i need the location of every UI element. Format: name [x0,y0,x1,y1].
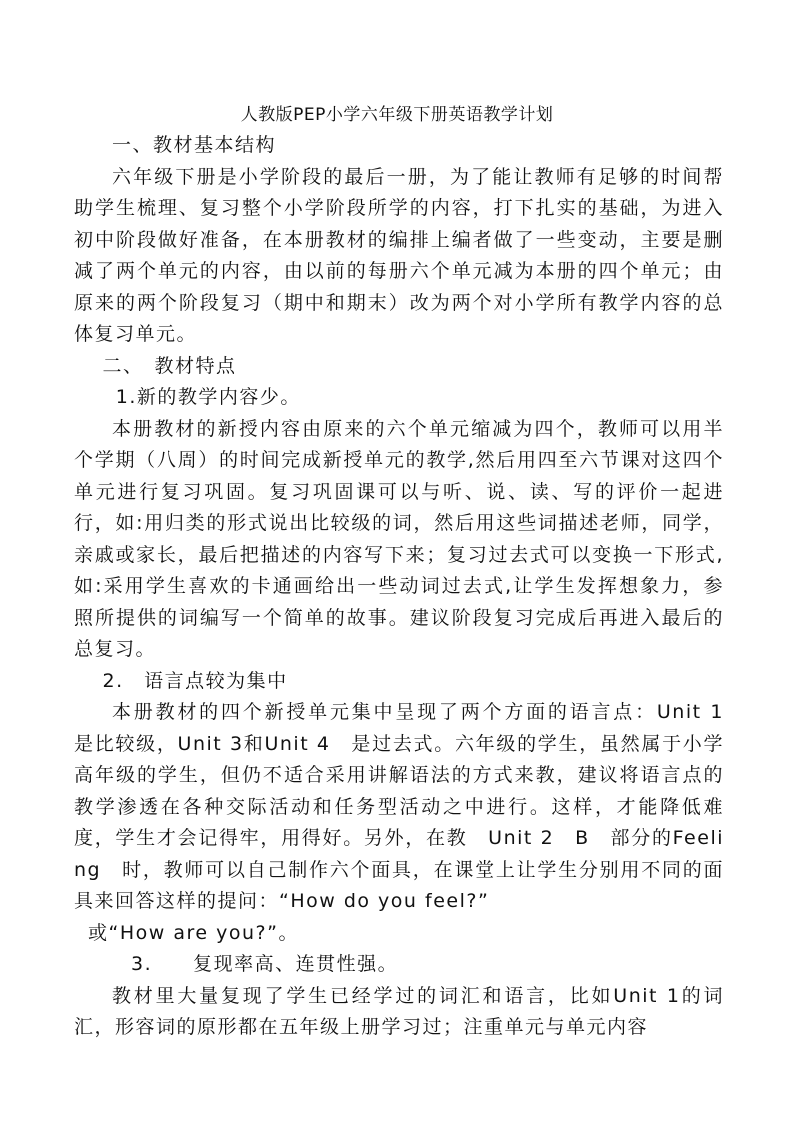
document-title: 人教版PEP小学六年级下册英语教学计划 [240,105,554,125]
paragraph-feature-1: 本册教材的新授内容由原来的六个单元缩减为四个，教师可以用半个学期（八周）的时间完成新授单元的教学,然后用四至六节课对这四个单元进行复习巩固。复习巩固课可以与听、说、读、写的评价一起进行，如:用归类的形式说出比较级的词，然后用这些词描述老师，同学，亲戚或家长，最后把描述的内容写下来；复习过去式可以变换一下形式,如:采用学生喜欢的卡通画给出一些动词过去式,让学生发挥想象力，参照所提供的词编写一个简单的故事。建议阶段复习完成后再进入最后的总复习。 [74,417,724,660]
paragraph-feature-3: 教材里大量复现了学生已经学过的词汇和语言，比如Unit 1的词汇，形容词的原形都在五年级上册学习过；注重单元与单元内容 [74,984,724,1038]
paragraph-structure: 六年级下册是小学阶段的最后一册，为了能让教师有足够的时间帮助学生梳理、复习整个小学阶段所学的内容，打下扎实的基础，为进入初中阶段做好准备，在本册教材的编排上编者做了一些变动，主要是删减了两个单元的内容，由以前的每册六个单元减为本册的四个单元；由原来的两个阶段复习（期中和期末）改为两个对小学所有教学内容的总体复习单元。 [74,165,724,345]
section-heading-features: 二、 教材特点 [102,354,237,377]
feature-heading-2: 2. 语言点较为集中 [102,669,288,692]
document-body [74,130,745,1044]
paragraph-feature-2: 本册教材的四个新授单元集中呈现了两个方面的语言点：Unit 1 是比较级，Unit 3和Unit 4 是过去式。六年级的学生，虽然属于小学高年级的学生，但仍不适合采用讲解语法的方式来教，建议将语言点的教学渗透在各种交际活动和任务型活动之中进行。这样，才能降低难度，学生才会记得牢，用得好。另外，在教 Unit 2 B 部分的Feeling 时，教师可以自己制作六个面具，在课堂上让学生分别用不同的面具来回答这样的提问：“How do you feel?” [74,701,745,912]
paragraph-feature-2-end: 或“How are you?”。 [88,921,299,944]
section-heading-structure: 一、教材基本结构 [112,134,277,156]
feature-heading-3: 3. 复现率高、连贯性强。 [131,953,399,975]
feature-heading-1: 1.新的教学内容少。 [115,386,301,408]
